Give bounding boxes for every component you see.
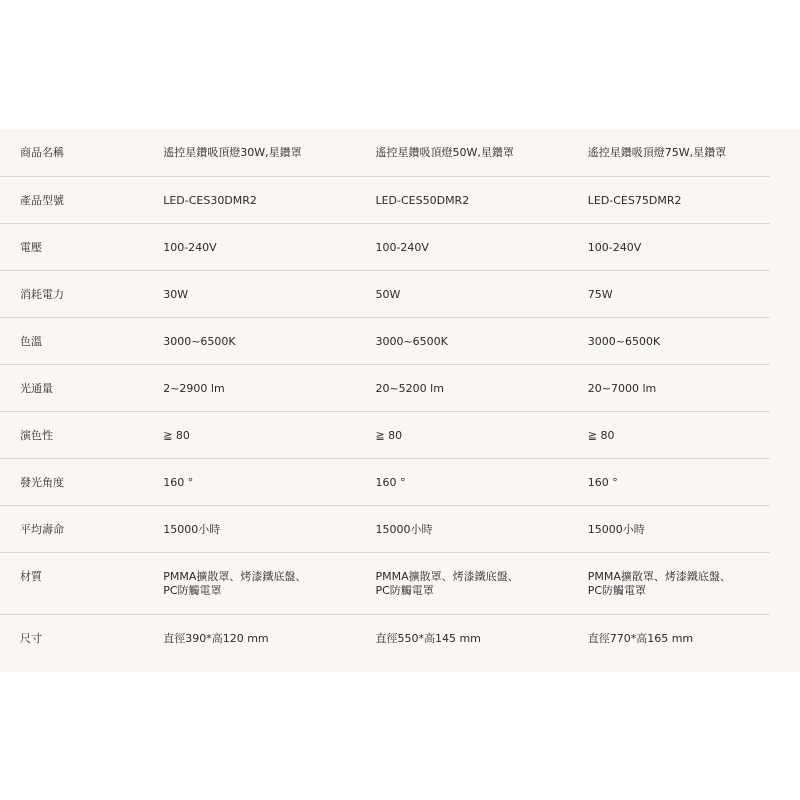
- table-cell: 直徑390*高120 mm: [163, 631, 269, 645]
- table-cell: 15000小時: [163, 505, 375, 552]
- row-label: 電壓: [0, 223, 163, 270]
- table-cell: 2~2900 lm: [163, 364, 375, 411]
- table-cell: 20~5200 lm: [375, 364, 587, 411]
- table-cell: 100-240V: [375, 223, 587, 270]
- row-label: 光通量: [0, 364, 163, 411]
- table-cell: 3000~6500K: [588, 317, 770, 364]
- table-cell: 遙控星鑽吸頂燈75W,星鑽罩: [588, 129, 770, 176]
- row-label: 材質: [0, 552, 163, 614]
- table-cell: 遙控星鑽吸頂燈50W,星鑽罩: [375, 129, 587, 176]
- table-cell: 100-240V: [163, 223, 375, 270]
- row-label: 色溫: [0, 317, 163, 364]
- table-cell: LED-CES50DMR2: [375, 176, 587, 223]
- row-label: 平均壽命: [0, 505, 163, 552]
- table-row-cri: [0, 411, 770, 458]
- table-cell: 3000~6500K: [375, 317, 587, 364]
- table-row-voltage: [0, 223, 770, 270]
- table-cell: [375, 552, 587, 614]
- table-row-power: [0, 270, 770, 317]
- table-cell: 100-240V: [588, 223, 770, 270]
- cell-line: PMMA擴散罩、烤漆鐵底盤、: [587, 569, 731, 583]
- table-cell: ≧ 80: [588, 411, 770, 458]
- row-label: 消耗電力: [0, 270, 163, 317]
- table-cell: ≧ 80: [375, 411, 587, 458]
- spec-panel: [0, 129, 800, 672]
- table-row-luminous-flux: [0, 364, 770, 411]
- table-cell: 15000小時: [375, 505, 587, 552]
- table-cell: 15000小時: [588, 505, 770, 552]
- table-cell: 160 °: [375, 458, 587, 505]
- row-label: 產品型號: [0, 176, 163, 223]
- table-cell: LED-CES30DMR2: [163, 176, 375, 223]
- table-cell: 3000~6500K: [163, 317, 375, 364]
- table-row-product-name: [0, 129, 770, 176]
- table-row-color-temp: [0, 317, 770, 364]
- row-label: 演色性: [0, 411, 163, 458]
- table-cell: ≧ 80: [163, 411, 375, 458]
- table-cell: 160 °: [588, 458, 770, 505]
- table-cell: 160 °: [163, 458, 375, 505]
- table-cell: LED-CES75DMR2: [588, 176, 770, 223]
- cell-line: PMMA擴散罩、烤漆鐵底盤、: [163, 569, 307, 583]
- table-row-size: [0, 614, 770, 661]
- table-cell: [163, 552, 375, 614]
- table-row-beam-angle: [0, 458, 770, 505]
- cell-line: PC防觸電罩: [375, 583, 434, 597]
- table-cell: 遙控星鑽吸頂燈30W,星鑽罩: [163, 129, 375, 176]
- table-row-material: [0, 552, 770, 614]
- cell-line: PC防觸電罩: [587, 583, 647, 597]
- cell-line: PC防觸電罩: [163, 583, 222, 597]
- cell-line: PMMA擴散罩、烤漆鐵底盤、: [375, 569, 519, 583]
- spec-table: [0, 129, 770, 661]
- table-cell: 30W: [163, 270, 375, 317]
- table-cell: 50W: [375, 270, 587, 317]
- table-cell: 直徑770*高165 mm: [587, 631, 694, 645]
- row-label: 發光角度: [0, 458, 163, 505]
- table-cell: [588, 552, 770, 614]
- table-row-model: [0, 176, 770, 223]
- table-cell: 20~7000 lm: [588, 364, 770, 411]
- row-label: 尺寸: [20, 631, 42, 645]
- row-label: 商品名稱: [0, 129, 163, 176]
- table-row-lifespan: [0, 505, 770, 552]
- table-cell: 直徑550*高145 mm: [375, 631, 481, 645]
- table-cell: 75W: [588, 270, 770, 317]
